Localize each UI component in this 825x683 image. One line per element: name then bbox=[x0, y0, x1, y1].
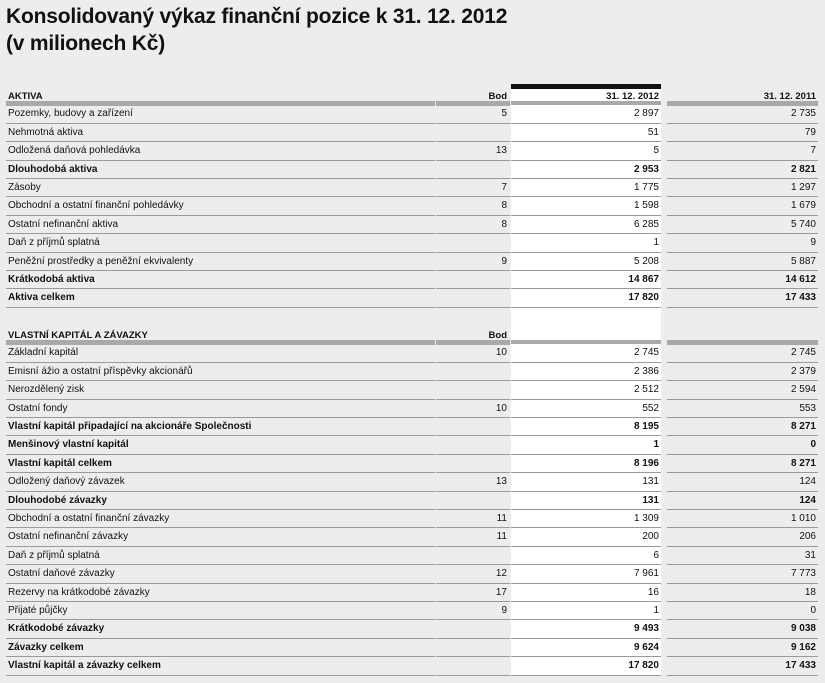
liabilities-header-2011 bbox=[667, 326, 818, 345]
row-label: Odložený daňový závazek bbox=[6, 473, 435, 491]
page-title bbox=[6, 3, 507, 57]
row-label: Krátkodobé závazky bbox=[6, 620, 435, 638]
row-label: Rezervy na krátkodobé závazky bbox=[6, 584, 435, 602]
row-value-2012: 552 bbox=[511, 400, 661, 418]
row-label: Daň z příjmů splatná bbox=[6, 547, 435, 565]
liability-row bbox=[6, 492, 825, 510]
row-value-2011: 7 bbox=[667, 142, 818, 160]
row-value-2011: 206 bbox=[667, 528, 818, 546]
row-value-2011: 124 bbox=[667, 473, 818, 491]
row-label: Ostatní nefinanční aktiva bbox=[6, 216, 435, 234]
row-bod: 10 bbox=[436, 400, 510, 418]
liability-row bbox=[6, 455, 825, 473]
row-value-2011: 14 612 bbox=[667, 271, 818, 289]
spacer-2012 bbox=[511, 308, 661, 326]
asset-row bbox=[6, 216, 825, 234]
row-bod bbox=[436, 492, 510, 510]
row-value-2011: 31 bbox=[667, 547, 818, 565]
row-label: Obchodní a ostatní finanční závazky bbox=[6, 510, 435, 528]
row-label: Ostatní fondy bbox=[6, 400, 435, 418]
liabilities-header-bod: Bod bbox=[436, 326, 510, 345]
row-bod: 9 bbox=[436, 602, 510, 620]
row-value-2011: 9 162 bbox=[667, 639, 818, 657]
row-value-2012: 2 745 bbox=[511, 344, 661, 362]
row-value-2011: 7 773 bbox=[667, 565, 818, 583]
title-line-2: (v milionech Kč) bbox=[6, 32, 165, 55]
liability-row bbox=[6, 657, 825, 675]
row-bod: 17 bbox=[436, 584, 510, 602]
row-label: Základní kapitál bbox=[6, 344, 435, 362]
asset-row bbox=[6, 142, 825, 160]
row-value-2011: 124 bbox=[667, 492, 818, 510]
liability-row bbox=[6, 639, 825, 657]
row-value-2011: 2 821 bbox=[667, 161, 818, 179]
row-value-2012: 14 867 bbox=[511, 271, 661, 289]
row-value-2012: 2 512 bbox=[511, 381, 661, 399]
row-value-2012: 6 285 bbox=[511, 216, 661, 234]
row-value-2011: 8 271 bbox=[667, 455, 818, 473]
assets-section bbox=[6, 105, 825, 307]
row-bod bbox=[436, 620, 510, 638]
liability-row bbox=[6, 620, 825, 638]
row-value-2012: 2 953 bbox=[511, 161, 661, 179]
row-bod bbox=[436, 639, 510, 657]
row-value-2011: 79 bbox=[667, 124, 818, 142]
asset-row bbox=[6, 161, 825, 179]
row-label: Vlastní kapitál celkem bbox=[6, 455, 435, 473]
row-label: Daň z příjmů splatná bbox=[6, 234, 435, 252]
liability-row bbox=[6, 363, 825, 381]
liability-row bbox=[6, 565, 825, 583]
row-value-2012: 1 bbox=[511, 234, 661, 252]
row-value-2011: 2 735 bbox=[667, 105, 818, 123]
row-value-2012: 131 bbox=[511, 492, 661, 510]
row-value-2012: 200 bbox=[511, 528, 661, 546]
row-label: Nehmotná aktiva bbox=[6, 124, 435, 142]
row-bod: 8 bbox=[436, 216, 510, 234]
liability-row bbox=[6, 547, 825, 565]
row-label: Přijaté půjčky bbox=[6, 602, 435, 620]
row-value-2012: 7 961 bbox=[511, 565, 661, 583]
row-bod: 9 bbox=[436, 253, 510, 271]
row-bod bbox=[436, 381, 510, 399]
row-label: Vlastní kapitál připadající na akcionáře Společnosti bbox=[6, 418, 435, 436]
row-value-2011: 9 bbox=[667, 234, 818, 252]
assets-header-row bbox=[6, 87, 825, 105]
row-value-2012: 9 624 bbox=[511, 639, 661, 657]
liability-row bbox=[6, 584, 825, 602]
row-value-2012: 1 598 bbox=[511, 197, 661, 215]
row-value-2011: 2 594 bbox=[667, 381, 818, 399]
row-bod: 12 bbox=[436, 565, 510, 583]
row-value-2011: 1 297 bbox=[667, 179, 818, 197]
row-value-2012: 1 309 bbox=[511, 510, 661, 528]
row-value-2012: 8 195 bbox=[511, 418, 661, 436]
row-label: Peněžní prostředky a peněžní ekvivalenty bbox=[6, 253, 435, 271]
liabilities-section bbox=[6, 344, 825, 675]
row-value-2011: 1 010 bbox=[667, 510, 818, 528]
row-value-2012: 17 820 bbox=[511, 289, 661, 307]
row-bod bbox=[436, 657, 510, 675]
row-value-2012: 2 386 bbox=[511, 363, 661, 381]
row-bod bbox=[436, 124, 510, 142]
assets-header-bod: Bod bbox=[436, 87, 510, 106]
row-label: Aktiva celkem bbox=[6, 289, 435, 307]
row-value-2012: 51 bbox=[511, 124, 661, 142]
row-bod: 7 bbox=[436, 179, 510, 197]
row-value-2012: 131 bbox=[511, 473, 661, 491]
asset-row bbox=[6, 197, 825, 215]
row-label: Vlastní kapitál a závazky celkem bbox=[6, 657, 435, 675]
asset-row bbox=[6, 289, 825, 307]
row-label: Nerozdělený zisk bbox=[6, 381, 435, 399]
liabilities-header-2012 bbox=[511, 326, 661, 345]
balance-sheet-table bbox=[6, 87, 825, 676]
row-value-2012: 16 bbox=[511, 584, 661, 602]
liabilities-header-label: VLASTNÍ KAPITÁL A ZÁVAZKY bbox=[6, 326, 435, 345]
liabilities-header-row bbox=[6, 326, 825, 344]
row-label: Dlouhodobá aktiva bbox=[6, 161, 435, 179]
row-label: Ostatní nefinanční závazky bbox=[6, 528, 435, 546]
section-spacer bbox=[6, 308, 825, 326]
row-label: Pozemky, budovy a zařízení bbox=[6, 105, 435, 123]
liability-row bbox=[6, 381, 825, 399]
row-label: Odložená daňová pohledávka bbox=[6, 142, 435, 160]
liability-row bbox=[6, 418, 825, 436]
row-label: Emisní ážio a ostatní příspěvky akcionářů bbox=[6, 363, 435, 381]
row-value-2012: 6 bbox=[511, 547, 661, 565]
row-value-2012: 5 bbox=[511, 142, 661, 160]
row-value-2011: 18 bbox=[667, 584, 818, 602]
row-bod: 8 bbox=[436, 197, 510, 215]
row-value-2011: 5 740 bbox=[667, 216, 818, 234]
row-bod bbox=[436, 363, 510, 381]
row-value-2011: 5 887 bbox=[667, 253, 818, 271]
row-value-2011: 8 271 bbox=[667, 418, 818, 436]
row-value-2011: 17 433 bbox=[667, 657, 818, 675]
liability-row bbox=[6, 528, 825, 546]
row-label: Obchodní a ostatní finanční pohledávky bbox=[6, 197, 435, 215]
row-bod: 13 bbox=[436, 142, 510, 160]
liability-row bbox=[6, 436, 825, 454]
liability-row bbox=[6, 602, 825, 620]
asset-row bbox=[6, 124, 825, 142]
asset-row bbox=[6, 271, 825, 289]
row-bod: 11 bbox=[436, 510, 510, 528]
row-value-2011: 1 679 bbox=[667, 197, 818, 215]
row-value-2011: 9 038 bbox=[667, 620, 818, 638]
row-bod bbox=[436, 455, 510, 473]
asset-row bbox=[6, 179, 825, 197]
asset-row bbox=[6, 253, 825, 271]
asset-row bbox=[6, 234, 825, 252]
row-label: Menšinový vlastní kapitál bbox=[6, 436, 435, 454]
assets-header-2012: 31. 12. 2012 bbox=[511, 84, 661, 106]
assets-header-label: AKTIVA bbox=[6, 87, 435, 106]
asset-row bbox=[6, 105, 825, 123]
row-bod bbox=[436, 436, 510, 454]
row-value-2011: 17 433 bbox=[667, 289, 818, 307]
row-value-2012: 2 897 bbox=[511, 105, 661, 123]
row-value-2011: 0 bbox=[667, 602, 818, 620]
row-label: Závazky celkem bbox=[6, 639, 435, 657]
row-value-2012: 9 493 bbox=[511, 620, 661, 638]
row-value-2012: 17 820 bbox=[511, 657, 661, 675]
row-value-2012: 8 196 bbox=[511, 455, 661, 473]
row-bod bbox=[436, 161, 510, 179]
row-label: Ostatní daňové závazky bbox=[6, 565, 435, 583]
row-value-2011: 2 745 bbox=[667, 344, 818, 362]
liability-row bbox=[6, 473, 825, 491]
row-value-2011: 553 bbox=[667, 400, 818, 418]
row-bod: 11 bbox=[436, 528, 510, 546]
title-line-1: Konsolidovaný výkaz finanční pozice k 31. 12. 2012 bbox=[6, 5, 508, 28]
row-bod bbox=[436, 271, 510, 289]
row-bod bbox=[436, 289, 510, 307]
row-label: Krátkodobá aktiva bbox=[6, 271, 435, 289]
liability-row bbox=[6, 344, 825, 362]
row-bod: 10 bbox=[436, 344, 510, 362]
row-value-2011: 0 bbox=[667, 436, 818, 454]
row-bod bbox=[436, 234, 510, 252]
row-label: Zásoby bbox=[6, 179, 435, 197]
row-value-2011: 2 379 bbox=[667, 363, 818, 381]
row-value-2012: 1 775 bbox=[511, 179, 661, 197]
row-bod bbox=[436, 547, 510, 565]
row-bod bbox=[436, 418, 510, 436]
row-label: Dlouhodobé závazky bbox=[6, 492, 435, 510]
liability-row bbox=[6, 510, 825, 528]
row-bod: 5 bbox=[436, 105, 510, 123]
row-value-2012: 1 bbox=[511, 602, 661, 620]
row-bod: 13 bbox=[436, 473, 510, 491]
liability-row bbox=[6, 400, 825, 418]
row-value-2012: 1 bbox=[511, 436, 661, 454]
row-value-2012: 5 208 bbox=[511, 253, 661, 271]
assets-header-2011: 31. 12. 2011 bbox=[667, 87, 818, 106]
